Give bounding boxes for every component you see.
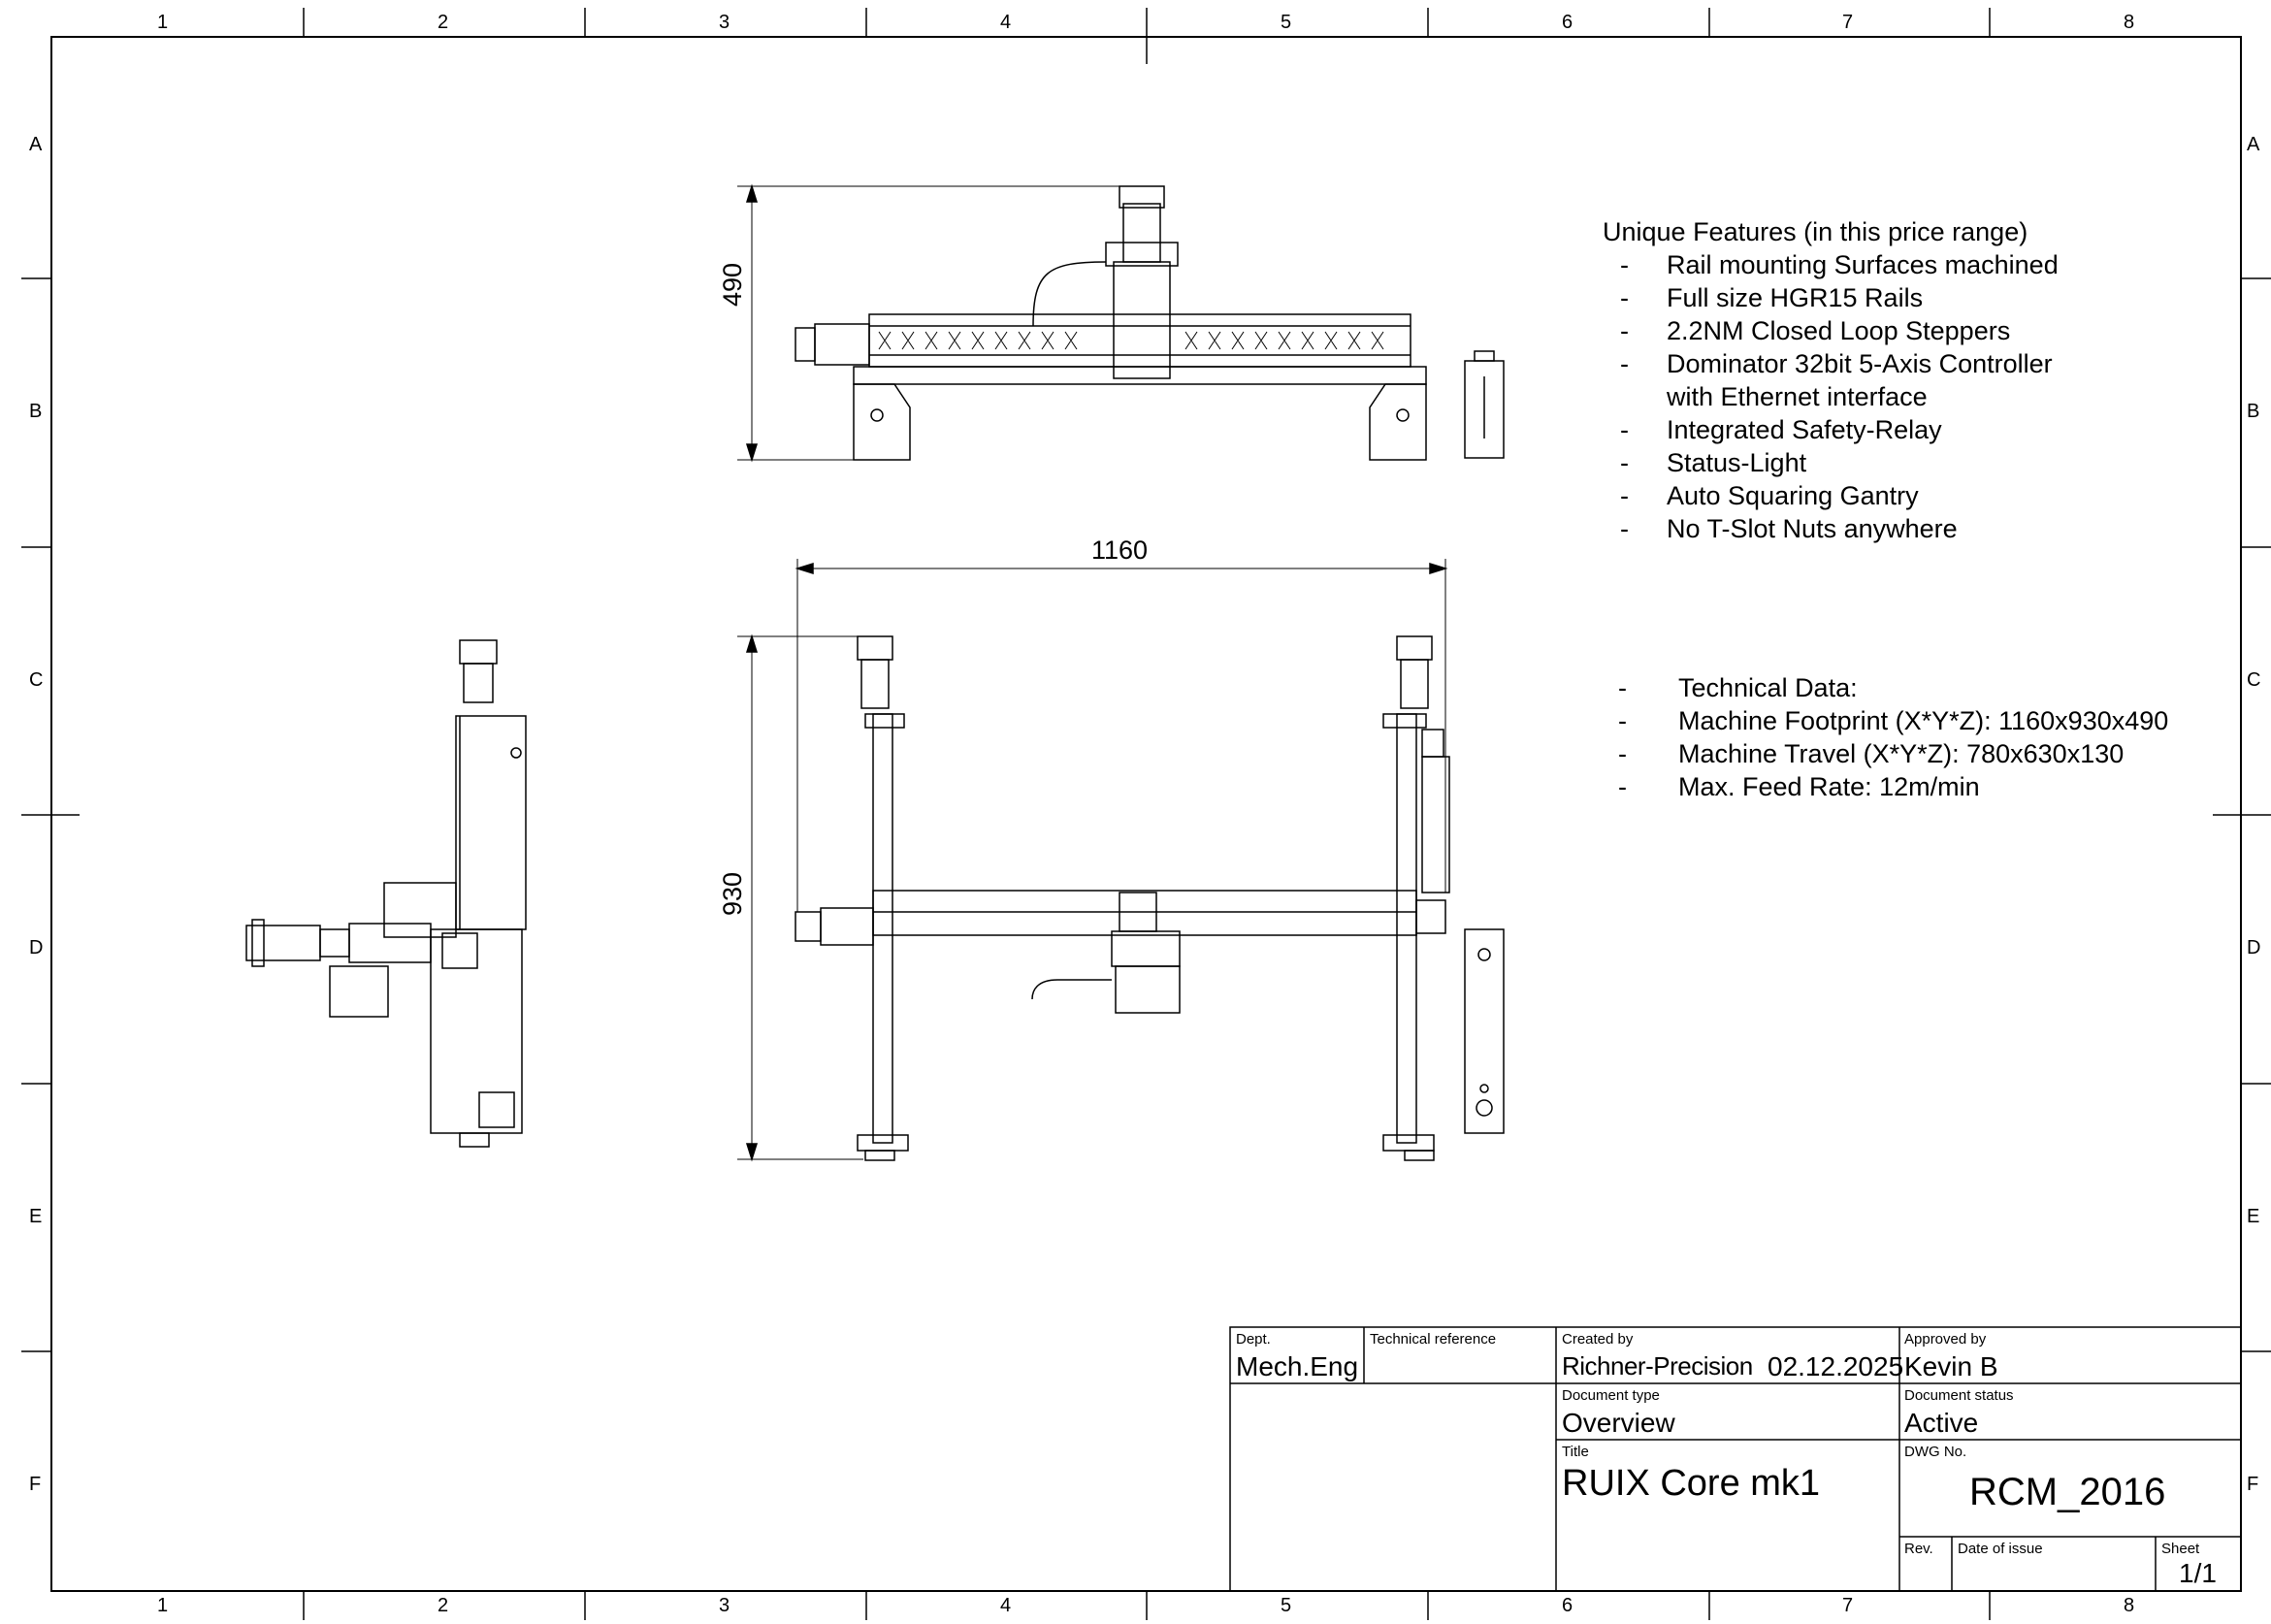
dimension-490: 490 (718, 262, 747, 307)
doc-type-value: Overview (1562, 1408, 1675, 1438)
bullet-dash (1603, 380, 1667, 413)
date-of-issue-label: Date of issue (1958, 1541, 2043, 1557)
title-label: Title (1562, 1444, 1589, 1460)
feature-text: Full size HGR15 Rails (1667, 283, 1924, 312)
dept-value: Mech.Eng (1236, 1351, 1359, 1381)
dwg-no-label: DWG No. (1904, 1444, 1967, 1460)
doc-status-value: Active (1904, 1408, 1979, 1438)
col-label: 4 (1000, 1595, 1012, 1616)
tech-text: Technical Data: (1678, 673, 1858, 702)
created-date: 02.12.2025 (1768, 1351, 1904, 1381)
col-label: 5 (1281, 1595, 1292, 1616)
tech-item (1603, 671, 2168, 704)
row-label: E (29, 1206, 43, 1227)
feature-item (1603, 446, 2059, 479)
drawing-title: RUIX Core mk1 (1562, 1463, 1821, 1504)
col-label: 3 (719, 1595, 730, 1616)
technical-data-list (1603, 671, 2168, 803)
approved-by-label: Approved by (1904, 1331, 1987, 1348)
feature-text: with Ethernet interface (1667, 382, 1928, 411)
rev-label: Rev. (1904, 1541, 1933, 1557)
feature-text: No T-Slot Nuts anywhere (1667, 514, 1958, 543)
bullet-dash: - (1618, 739, 1627, 768)
created-by-value: Richner-Precision (1562, 1351, 1753, 1380)
col-label: 6 (1562, 1595, 1573, 1616)
col-label: 2 (438, 12, 449, 33)
row-label: D (29, 937, 44, 958)
bullet-dash: - (1620, 514, 1629, 543)
created-by-label: Created by (1562, 1331, 1634, 1348)
row-label: E (2247, 1206, 2260, 1227)
bullet-dash: - (1618, 706, 1627, 735)
side-view-drawing (246, 640, 526, 1147)
front-view-drawing (737, 559, 1504, 1160)
feature-item (1603, 413, 2059, 446)
feature-text: Dominator 32bit 5-Axis Controller (1667, 349, 2053, 378)
col-label: 7 (1842, 1595, 1854, 1616)
bullet-dash: - (1618, 673, 1627, 702)
bullet-dash: - (1620, 448, 1629, 477)
col-label: 5 (1281, 12, 1292, 33)
feature-text: Integrated Safety-Relay (1667, 415, 1942, 444)
doc-status-label: Document status (1904, 1387, 2014, 1404)
row-label: C (29, 669, 44, 691)
feature-item (1603, 248, 2059, 281)
bullet-dash: - (1620, 316, 1629, 345)
feature-text: Auto Squaring Gantry (1667, 481, 1919, 510)
feature-item (1603, 479, 2059, 512)
feature-item (1603, 281, 2059, 314)
tech-text: Machine Footprint (X*Y*Z): 1160x930x490 (1678, 706, 2169, 735)
col-label: 2 (438, 1595, 449, 1616)
tech-item (1603, 737, 2168, 770)
feature-text: Status-Light (1667, 448, 1807, 477)
tech-text: Max. Feed Rate: 12m/min (1678, 772, 1980, 801)
feature-item (1603, 512, 2059, 545)
tech-text: Machine Travel (X*Y*Z): 780x630x130 (1678, 739, 2125, 768)
bullet-dash: - (1620, 250, 1629, 279)
dimension-1160: 1160 (1091, 536, 1149, 565)
approved-by-value: Kevin B (1904, 1351, 1998, 1381)
sheet-label: Sheet (2161, 1541, 2200, 1557)
unique-features-list (1603, 215, 2059, 545)
row-label: D (2247, 937, 2261, 958)
col-label: 1 (157, 1595, 169, 1616)
col-label: 8 (2124, 1595, 2135, 1616)
feature-item (1603, 380, 2059, 413)
row-label: B (2247, 401, 2260, 422)
feature-item (1603, 314, 2059, 347)
tech-item (1603, 770, 2168, 803)
col-label: 1 (157, 12, 169, 33)
col-label: 7 (1842, 12, 1854, 33)
bullet-dash: - (1620, 283, 1629, 312)
col-label: 6 (1562, 12, 1573, 33)
tech-item (1603, 704, 2168, 737)
bullet-dash: - (1620, 415, 1629, 444)
bullet-dash: - (1620, 481, 1629, 510)
dimension-930: 930 (718, 871, 747, 916)
doc-type-label: Document type (1562, 1387, 1660, 1404)
row-label: F (29, 1474, 42, 1495)
row-label: F (2247, 1474, 2259, 1495)
col-label: 3 (719, 12, 730, 33)
dwg-no-value: RCM_2016 (1969, 1471, 2166, 1513)
row-label: C (2247, 669, 2261, 691)
row-label: A (29, 134, 43, 155)
row-label: A (2247, 134, 2260, 155)
col-label: 8 (2124, 12, 2135, 33)
tech-ref-label: Technical reference (1370, 1331, 1497, 1348)
bullet-dash: - (1618, 772, 1627, 801)
dept-label: Dept. (1236, 1331, 1271, 1348)
feature-item (1603, 347, 2059, 380)
sheet-value: 1/1 (2179, 1558, 2217, 1588)
top-view-drawing (737, 186, 1504, 460)
row-label: B (29, 401, 43, 422)
feature-text: Rail mounting Surfaces machined (1667, 250, 2059, 279)
features-heading: Unique Features (in this price range) (1603, 217, 2028, 246)
feature-text: 2.2NM Closed Loop Steppers (1667, 316, 2011, 345)
col-label: 4 (1000, 12, 1012, 33)
bullet-dash: - (1620, 349, 1629, 378)
